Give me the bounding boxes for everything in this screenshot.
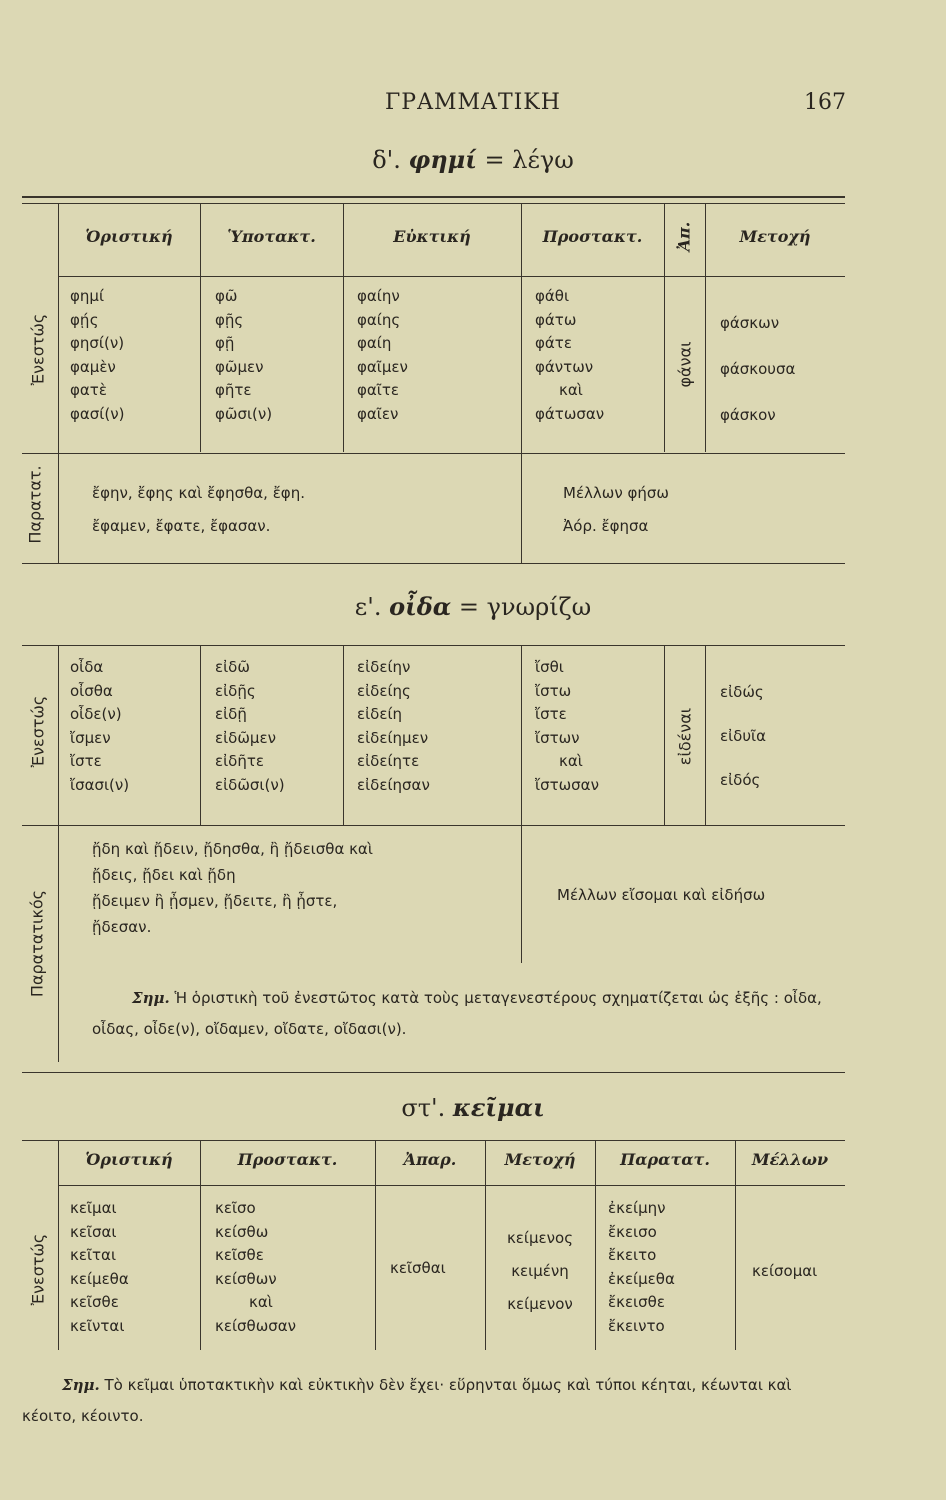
form: φῶ	[215, 287, 238, 305]
table-st-imperative-column	[215, 1197, 296, 1338]
table-d-present-rule	[22, 453, 845, 454]
form: φάσκων	[720, 314, 780, 332]
table-d-participle-column	[720, 300, 795, 438]
imperfect-line: ᾔδη καὶ ᾔδειν, ᾔδησθα, ἢ ᾔδεισθα καὶ	[92, 840, 373, 858]
section-e-verb: οἶδα	[389, 592, 452, 621]
table-e-optative-column	[357, 656, 430, 797]
table-st-header-indicative: Ὁριστική	[85, 1150, 173, 1169]
note-label: Σημ.	[132, 989, 170, 1007]
form: εἰδείην	[357, 658, 411, 676]
form: εἰδυῖα	[720, 727, 767, 745]
table-st-imperfect-column	[608, 1197, 675, 1338]
form: εἰδείησαν	[357, 775, 430, 794]
section-d-verb: φημί	[408, 145, 477, 174]
note-label: Σημ.	[62, 1376, 100, 1394]
table-e-infinitive: εἰδέναι	[675, 707, 695, 766]
table-e-indicative-column	[70, 656, 129, 797]
imperfect-line: ἔφην, ἔφης καὶ ἔφησθα, ἔφη.	[92, 484, 305, 502]
table-st-row-label-present: Ἐνεστώς	[28, 1233, 48, 1306]
form: ἴστω	[535, 681, 572, 700]
table-e-bottom-rule	[22, 1072, 845, 1073]
form: καὶ	[559, 752, 583, 770]
table-e-row-label-imperfect: Παρατατικός	[27, 889, 47, 998]
table-st-vline	[200, 1140, 201, 1350]
form: εἰδῶσι(ν)	[215, 775, 285, 794]
form: εἰδῆτε	[215, 752, 265, 770]
table-d-subjunctive-column	[215, 285, 272, 426]
table-e-subjunctive-column	[215, 656, 285, 797]
note-text: Ἡ ὁριστικὴ τοῦ ἐνεστῶτος κατὰ τοὺς μεταγενεστέρους σχηματίζεται ὡς ἑξῆς : οἶδα, οἶδας, οἶδε(ν), οἴδαμεν, οἴδατε, οἴδασι(ν).	[92, 989, 822, 1038]
form: ἔκεισθε	[608, 1293, 665, 1311]
section-e-meaning: = γνωρίζω	[458, 593, 592, 621]
form: ἴσμεν	[70, 728, 111, 747]
table-d-vline	[200, 203, 201, 452]
form: φῆτε	[215, 381, 252, 399]
form: φημί	[70, 287, 105, 305]
table-st-vline	[735, 1140, 736, 1350]
form: κείσθωσαν	[215, 1316, 297, 1335]
form: κεῖσο	[215, 1199, 256, 1217]
form: φαίη	[357, 334, 392, 352]
form: φάσκον	[720, 406, 776, 424]
table-st-future: κείσομαι	[752, 1262, 818, 1280]
table-d-header-rule	[58, 276, 845, 277]
form: εἰδῶμεν	[215, 728, 276, 747]
table-d-indicative-column	[70, 285, 124, 426]
section-e-prefix: ε'.	[354, 593, 382, 621]
table-d-header-participle: Μετοχή	[739, 227, 811, 246]
form: εἰδός	[720, 771, 761, 789]
imperfect-line: ἔφαμεν, ἔφατε, ἔφασαν.	[92, 517, 271, 535]
table-e-participle-column	[720, 670, 766, 802]
form: ἔκειτο	[608, 1246, 657, 1264]
table-d-row-label-present: Ἐνεστώς	[28, 313, 48, 386]
form: φάτω	[535, 310, 577, 329]
form: φαμὲν	[70, 357, 116, 376]
section-d-prefix: δ'.	[372, 146, 401, 174]
table-d-header-imperative: Προστακτ.	[542, 227, 643, 246]
table-d-infinitive: φάναι	[675, 341, 695, 388]
table-d-bottom-rule	[22, 563, 845, 564]
table-e-row-label-present: Ἐνεστώς	[28, 695, 48, 768]
form: εἰδῶ	[215, 658, 250, 676]
form: φησί(ν)	[70, 334, 125, 352]
running-title: ΓΡΑΜΜΑΤΙΚΗ	[385, 90, 561, 115]
form: ἴστε	[70, 752, 102, 770]
form: ἴστε	[535, 705, 567, 723]
table-e-future: Μέλλων εἴσομαι καὶ εἰδήσω	[557, 886, 766, 904]
form: εἰδείη	[357, 705, 403, 723]
form: εἰδείητε	[357, 752, 420, 770]
future-line: Μέλλων φήσω	[563, 484, 669, 502]
form: κεῖσαι	[70, 1222, 117, 1241]
imperfect-line: ᾔδεσαν.	[92, 918, 152, 936]
form: ἐκείμην	[608, 1199, 666, 1217]
form: κείμεθα	[70, 1269, 129, 1288]
table-d-header-subjunctive: Ὑποτακτ.	[227, 227, 316, 246]
table-e-imperfect	[92, 836, 373, 940]
form: οἶσθα	[70, 681, 113, 700]
table-d-top-rule-2	[22, 203, 845, 204]
form: κεῖσθε	[70, 1293, 119, 1311]
table-st-header-imperative: Προστακτ.	[237, 1150, 338, 1169]
table-d-optative-column	[357, 285, 408, 426]
form: φῶμεν	[215, 357, 264, 376]
form: εἰδείης	[357, 681, 411, 700]
form: κεῖμαι	[70, 1199, 117, 1217]
section-st-verb: κεῖμαι	[452, 1093, 545, 1122]
imperfect-line: ᾔδεις, ᾔδει καὶ ᾔδη	[92, 866, 236, 884]
form: φασί(ν)	[70, 404, 125, 423]
table-d-vline	[705, 203, 706, 452]
form: φάτε	[535, 334, 572, 352]
table-e-present-rule	[22, 825, 845, 826]
form: κεῖνται	[70, 1316, 125, 1335]
form: ἴσασι(ν)	[70, 775, 130, 794]
table-d-row-label-imperfect: Παρατατ.	[25, 465, 45, 544]
table-e-top-rule	[22, 645, 845, 646]
table-d-vline	[58, 203, 59, 563]
form: καὶ	[559, 381, 583, 399]
table-st-vline	[58, 1140, 59, 1350]
section-d-title	[0, 145, 946, 174]
form: κείμενον	[507, 1295, 573, 1313]
form: κεῖται	[70, 1246, 117, 1264]
table-st-header-rule	[58, 1185, 845, 1186]
form: φαῖτε	[357, 381, 399, 399]
form: ἴσθι	[535, 658, 564, 676]
form: φάντων	[535, 357, 594, 376]
table-d-future-aorist	[563, 477, 669, 543]
table-e-vline	[664, 645, 665, 825]
note-text: Τὸ κεῖμαι ὑποτακτικὴν καὶ εὐκτικὴν δὲν ἔχει· εὕρηνται ὅμως καὶ τύποι κέηται, κέωνται καὶ κέοιτο, κέοιντο.	[22, 1376, 792, 1425]
form: κεῖσθε	[215, 1246, 264, 1264]
table-e-vline	[200, 645, 201, 825]
table-d-imperative-column	[535, 285, 604, 426]
form: εἰδώς	[720, 683, 764, 701]
form: καὶ	[249, 1293, 273, 1311]
form: οἶδε(ν)	[70, 705, 122, 723]
form: ἴστων	[535, 728, 580, 747]
section-e-title	[0, 592, 946, 621]
table-e-note	[92, 983, 832, 1045]
table-st-note	[22, 1370, 846, 1432]
form: φῶσι(ν)	[215, 404, 273, 423]
table-d-header-indicative: Ὁριστική	[85, 227, 173, 246]
form: κειμένη	[511, 1262, 569, 1280]
form: φαίης	[357, 310, 401, 329]
table-st-participle-column	[485, 1222, 595, 1321]
table-e-vline	[58, 645, 59, 1062]
form: εἰδείημεν	[357, 728, 429, 747]
table-d-vline	[343, 203, 344, 452]
form: οἶδα	[70, 658, 104, 676]
imperfect-line: ᾔδειμεν ἢ ᾖσμεν, ᾔδειτε, ἢ ᾖστε,	[92, 892, 338, 910]
table-st-indicative-column	[70, 1197, 129, 1338]
table-st-header-infinitive: Ἀπαρ.	[403, 1150, 457, 1169]
table-d-header-optative: Εὐκτική	[393, 227, 471, 246]
form: φῄς	[70, 310, 99, 329]
form: κείμενος	[506, 1229, 574, 1247]
form: φαῖμεν	[357, 357, 408, 376]
table-d-header-infinitive: Ἀπ.	[674, 221, 694, 252]
form: κείσθω	[215, 1222, 269, 1241]
table-st-header-imperfect: Παρατατ.	[620, 1150, 710, 1169]
table-st-top-rule	[22, 1140, 845, 1141]
form: φῇ	[215, 334, 235, 352]
table-e-vline	[343, 645, 344, 825]
form: φάτωσαν	[535, 404, 605, 423]
form: κείσθων	[215, 1269, 277, 1288]
form: φατὲ	[70, 381, 107, 399]
section-d-meaning: = λέγω	[484, 146, 574, 174]
form: φῇς	[215, 310, 244, 329]
form: φάθι	[535, 287, 570, 305]
table-e-vline	[521, 645, 522, 963]
form: ἔκεισο	[608, 1222, 657, 1241]
table-st-infinitive: κεῖσθαι	[390, 1259, 446, 1277]
form: ἴστωσαν	[535, 775, 599, 794]
form: ἐκείμεθα	[608, 1269, 675, 1288]
table-st-header-participle: Μετοχή	[504, 1150, 576, 1169]
table-st-vline	[595, 1140, 596, 1350]
table-e-vline	[705, 645, 706, 825]
form: εἰδῇς	[215, 681, 256, 700]
form: εἰδῇ	[215, 705, 247, 723]
table-st-header-future: Μέλλων	[751, 1150, 829, 1169]
section-st-title	[0, 1093, 946, 1122]
table-d-imperfect	[92, 477, 305, 543]
page-number: 167	[804, 90, 846, 115]
form: ἔκειντο	[608, 1316, 665, 1335]
aorist-line: Ἀόρ. ἔφησα	[563, 517, 649, 535]
table-e-imperative-column	[535, 656, 599, 797]
table-st-vline	[375, 1140, 376, 1350]
form: φάσκουσα	[720, 360, 796, 378]
form: φαῖεν	[357, 404, 399, 423]
table-d-vline	[521, 203, 522, 563]
table-d-top-rule	[22, 196, 845, 198]
section-st-prefix: στ'.	[401, 1094, 446, 1122]
table-d-vline	[664, 203, 665, 452]
form: φαίην	[357, 287, 400, 305]
